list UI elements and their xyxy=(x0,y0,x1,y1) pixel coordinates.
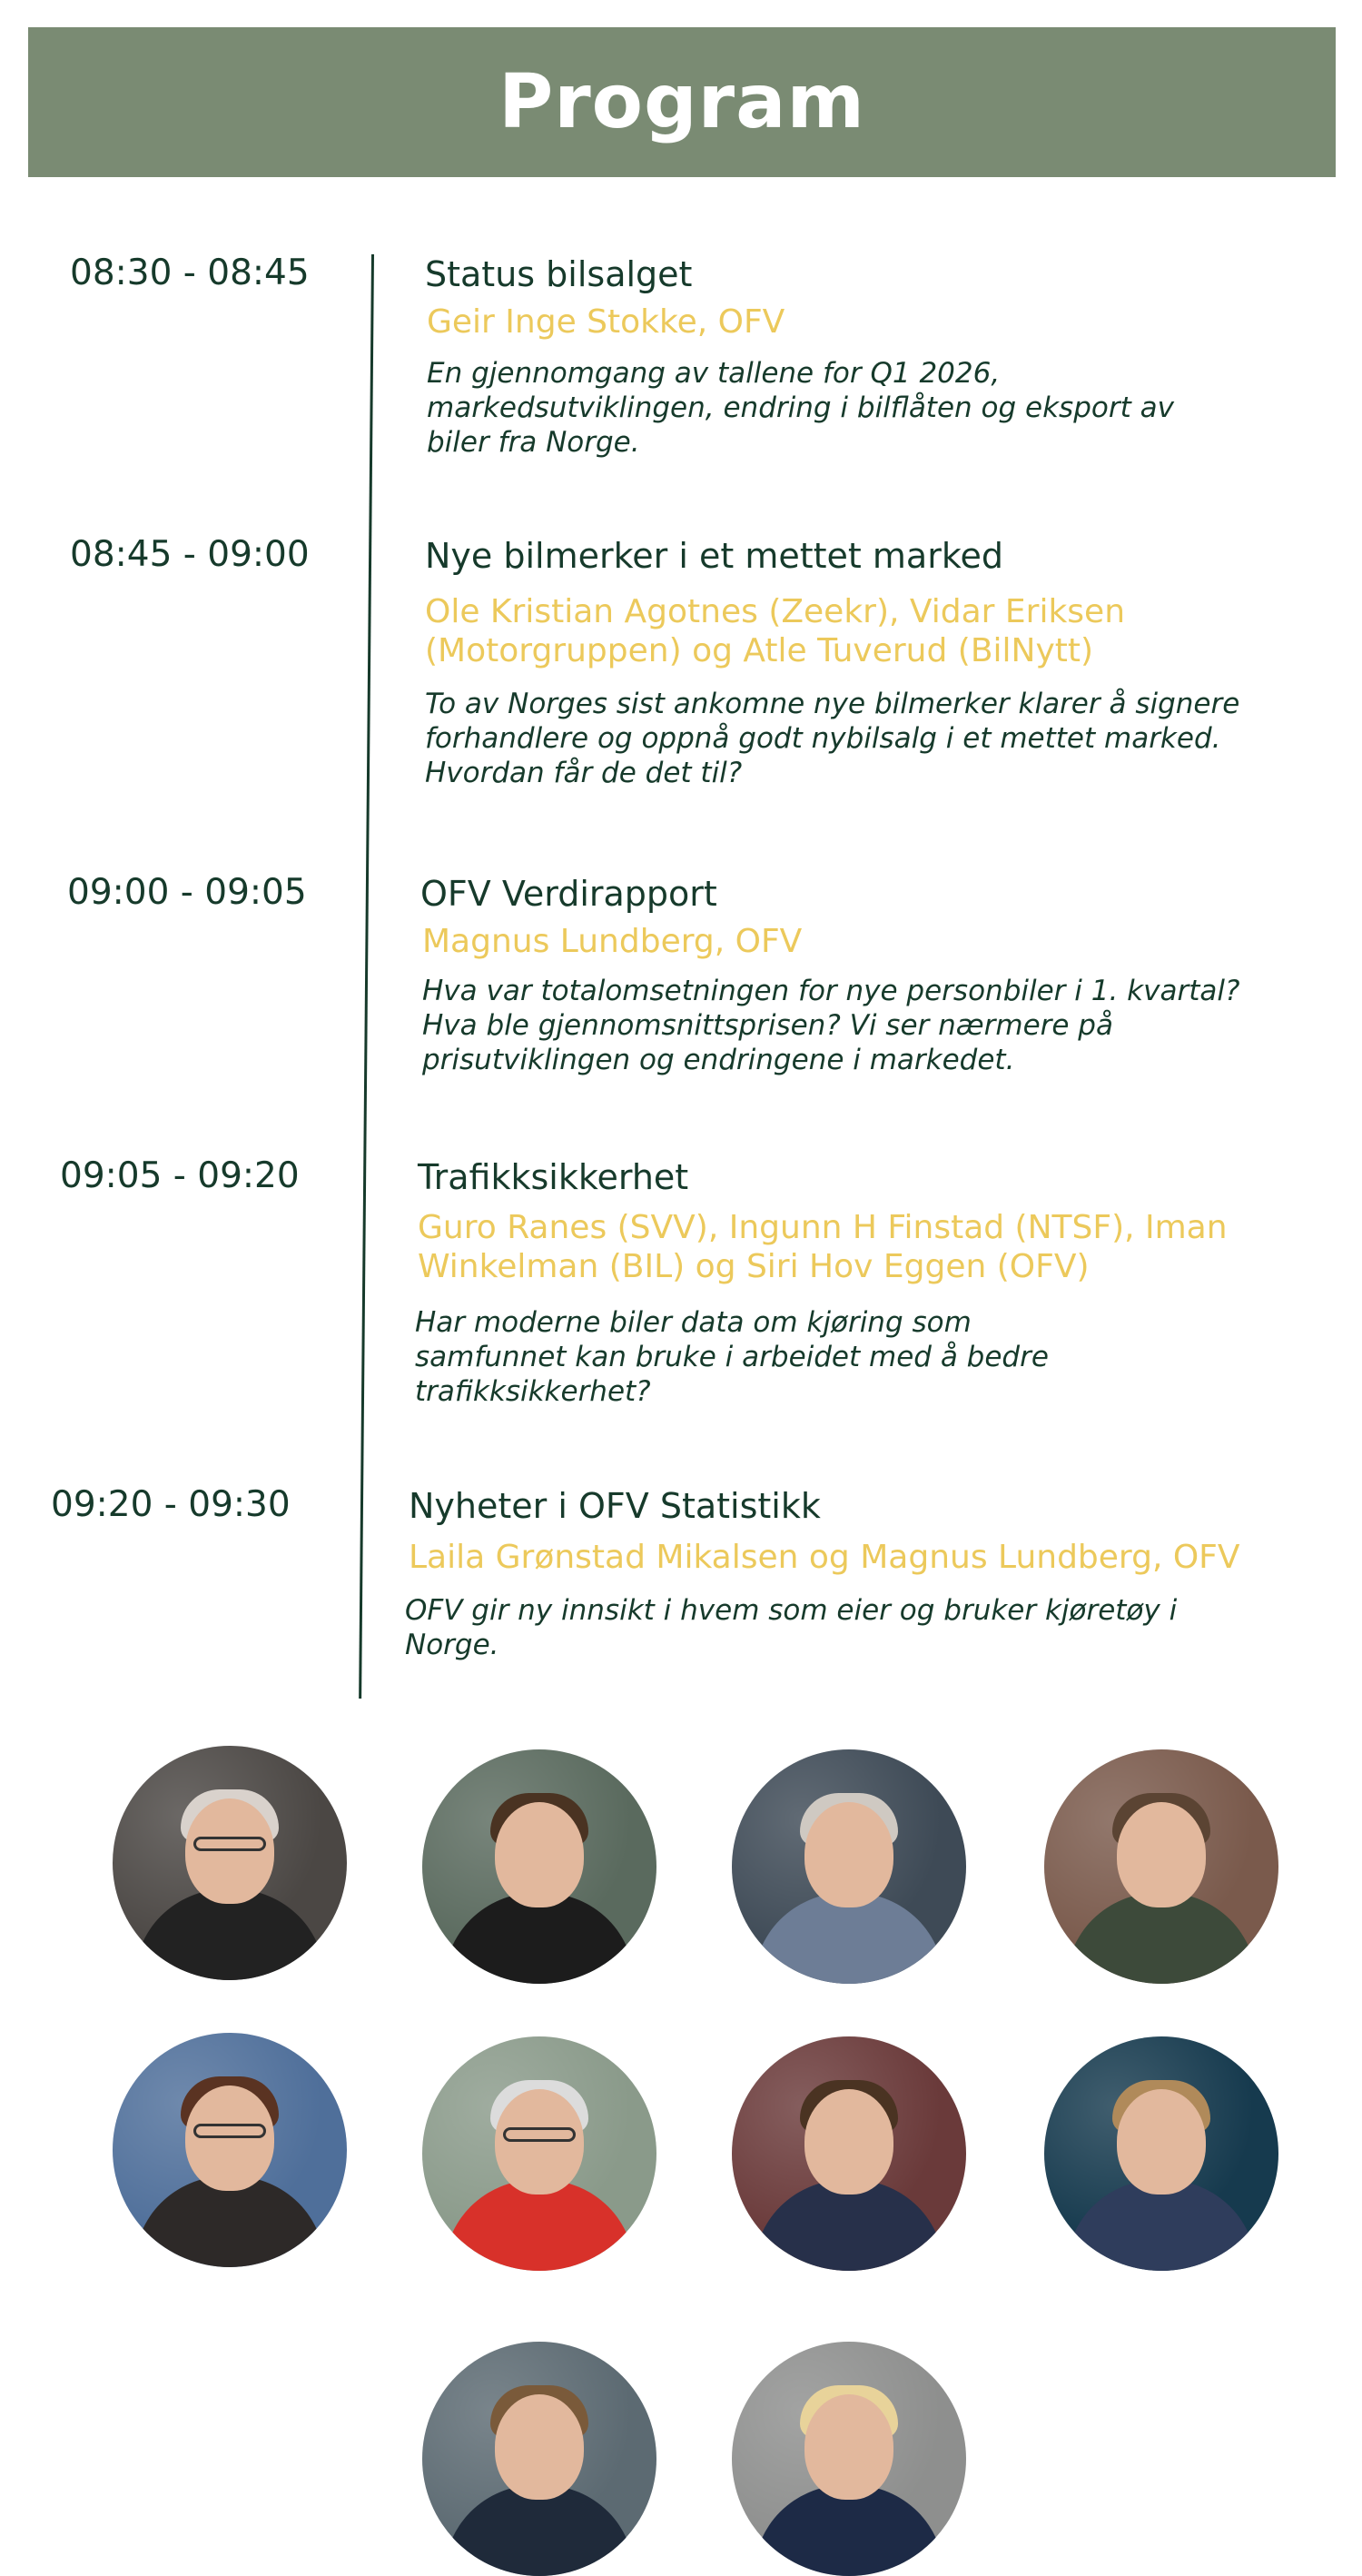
item-title-2: Nye bilmerker i et mettet marked xyxy=(425,536,1003,576)
item-description-3: Hva var totalomsetningen for nye personbiler i 1. kvartal? Hva ble gjennomsnittsprisen? Vi ser nærmere på prisutviklingen og endringene i markedet. xyxy=(422,975,1240,1076)
item-speakers-4: Guro Ranes (SVV), Ingunn H Finstad (NTSF), Iman Winkelman (BIL) og Siri Hov Eggen (OFV) xyxy=(418,1209,1228,1285)
item-title-1: Status bilsalget xyxy=(425,254,693,294)
program-header xyxy=(28,27,1336,177)
speaker-photo-4 xyxy=(1044,1749,1278,1984)
item-speakers-3: Magnus Lundberg, OFV xyxy=(422,923,803,960)
time-slot-4: 09:05 - 09:20 xyxy=(60,1155,300,1196)
item-speakers-5: Laila Grønstad Mikalsen og Magnus Lundberg, OFV xyxy=(409,1539,1240,1576)
speaker-photo-7 xyxy=(732,2036,966,2271)
speaker-photo-6 xyxy=(422,2036,656,2271)
speaker-photo-3 xyxy=(732,1749,966,1984)
item-speakers-2: Ole Kristian Agotnes (Zeekr), Vidar Eriksen (Motorgruppen) og Atle Tuverud (BilNytt) xyxy=(425,593,1126,669)
item-description-2: To av Norges sist ankomne nye bilmerker klarer å signere forhandlere og oppnå godt nybilsalg i et mettet marked. Hvordan får de det til? xyxy=(425,688,1240,789)
item-title-4: Trafikksikkerhet xyxy=(418,1157,689,1197)
item-title-5: Nyheter i OFV Statistikk xyxy=(409,1486,821,1526)
item-speakers-1: Geir Inge Stokke, OFV xyxy=(427,303,785,341)
speaker-photo-10 xyxy=(732,2342,966,2576)
item-description-1: En gjennomgang av tallene for Q1 2026, markedsutviklingen, endring i bilflåten og eksport av biler fra Norge. xyxy=(427,357,1174,459)
speaker-photo-1 xyxy=(113,1746,347,1980)
page-title: Program xyxy=(498,59,865,145)
time-slot-5: 09:20 - 09:30 xyxy=(51,1484,291,1525)
speaker-photo-2 xyxy=(422,1749,656,1984)
speaker-photo-5 xyxy=(113,2033,347,2267)
item-title-3: OFV Verdirapport xyxy=(420,874,717,914)
speaker-photo-9 xyxy=(422,2342,656,2576)
item-description-5: OFV gir ny innsikt i hvem som eier og bruker kjøretøy i Norge. xyxy=(405,1594,1178,1661)
timeline-line xyxy=(359,254,374,1699)
time-slot-3: 09:00 - 09:05 xyxy=(67,872,307,913)
speaker-photo-8 xyxy=(1044,2036,1278,2271)
item-description-4: Har moderne biler data om kjøring som samfunnet kan bruke i arbeidet med å bedre trafikksikkerhet? xyxy=(415,1306,1049,1408)
time-slot-2: 08:45 - 09:00 xyxy=(70,534,310,575)
time-slot-1: 08:30 - 08:45 xyxy=(70,253,310,293)
